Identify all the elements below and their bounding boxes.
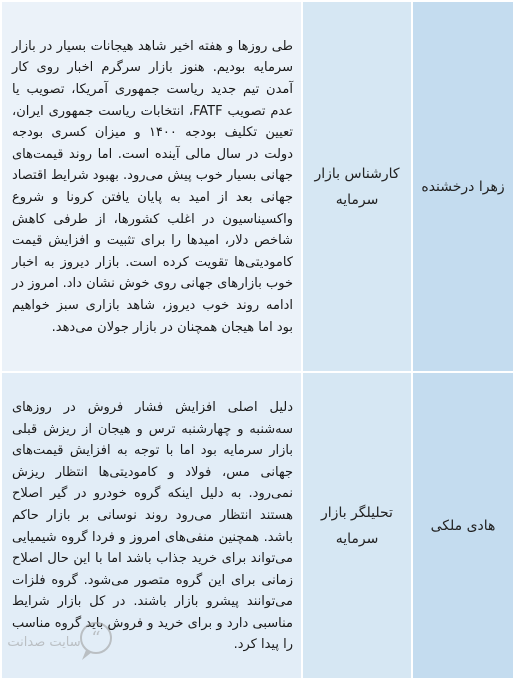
expert-role-cell bbox=[302, 1, 412, 372]
table-row bbox=[1, 1, 514, 372]
expert-role: تحلیلگر بازار سرمایه bbox=[321, 504, 393, 547]
expert-name-cell bbox=[412, 1, 514, 372]
expert-opinion-cell bbox=[1, 1, 302, 372]
expert-role: کارشناس بازار سرمایه bbox=[314, 165, 400, 208]
expert-opinion-text: دلیل اصلی افزایش فشار فروش در روزهای سه‌شنبه و چهارشنبه ترس و هیجان از ریزش قبلی بازار سرمایه بود اما با توجه به افزایش قیمت‌های جهانی مس، فولاد و کامودیتی‌ها انتظار ریزش نمی‌رود. به دلیل اینکه گروه خودرو در گیر اصلاح هستند انتظار می‌رود روند نوسانی بر بازار حاکم باشد. همچنین منفی‌های امروز و فردا گروه شیمیایی می‌تواند برای خرید جذاب باشد اما با این حال اصلاح زمانی برای این گروه متصور می‌شود. گروه فلزات می‌توانند پیشرو بازار باشند. در کل بازار شرایط مناسبی دارد و برای خرید و فروش باید گروه مناسب را پیدا کرد. bbox=[12, 399, 293, 653]
watermark-text: سایت صدانت bbox=[7, 635, 81, 650]
expert-name: هادی ملکی bbox=[430, 517, 496, 534]
expert-role-cell bbox=[302, 372, 412, 679]
expert-opinion-cell bbox=[1, 372, 302, 679]
svg-text:“: “ bbox=[91, 628, 101, 649]
table-row bbox=[1, 372, 514, 679]
expert-opinion-text: طی روزها و هفته اخیر شاهد هیجانات بسیار در بازار سرمایه بودیم. هنوز بازار سرگرم اخبار روی کار آمدن تیم جدید ریاست جمهوری آمریکا، تصویب یا عدم تصویب FATF، انتخابات ریاست جمهوری ایران، تعیین تکلیف بودجه ۱۴۰۰ و میزان کسری بودجه دولت در سال مالی آینده است. اما روند قیمت‌های جهانی بسیار خوب پیش می‌رود. بهبود شرایط اقتصاد جهانی بعد از امید به پایان یافتن کرونا و شروع واکسیناسیون در اغلب کشورها، از طرفی کاهش شاخص دلار، امیدها را برای تثبیت و افزایش قیمت کامودیتی‌ها تقویت کرده است. بازار دیروز به اخبار خوب بازارهای جهانی روی خوش نشان داد. امروز در ادامه روند خوب دیروز، شاهد بازاری سبز خواهیم بود اما هیجان همچنان در بازار جولان می‌دهد. bbox=[12, 38, 293, 335]
expert-name-cell bbox=[412, 372, 514, 679]
expert-name: زهرا درخشنده bbox=[421, 178, 505, 195]
